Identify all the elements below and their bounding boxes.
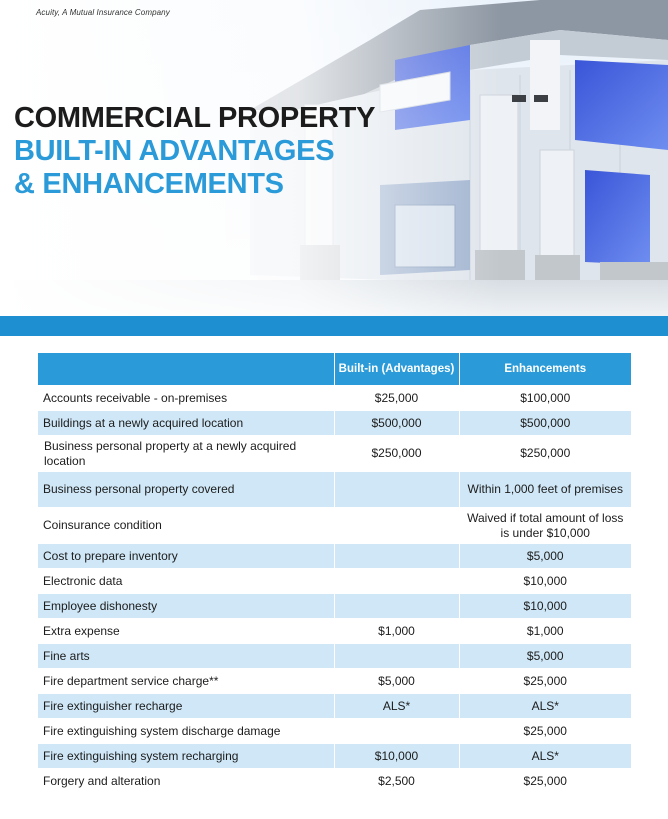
coverage-cell: Business personal property covered [38,472,334,508]
enhancement-cell: $25,000 [459,769,631,794]
enhancement-cell: Waived if total amount of loss is under $10,000 [459,508,631,544]
coverage-cell: Accounts receivable - on-premises [38,386,334,411]
title-line-1: COMMERCIAL PROPERTY [14,102,376,134]
builtin-cell: $2,500 [334,769,459,794]
builtin-cell [334,644,459,669]
table-row [38,436,631,472]
coverage-cell: Employee dishonesty [38,594,334,619]
builtin-cell [334,508,459,544]
coverage-cell: Forgery and alteration [38,769,334,794]
header-builtin: Built-in (Advantages) [334,353,459,386]
enhancement-cell: $500,000 [459,411,631,436]
table-row [38,644,631,669]
coverage-cell: Extra expense [38,619,334,644]
company-name: Acuity, A Mutual Insurance Company [36,8,170,17]
table-row [38,694,631,719]
builtin-cell [334,472,459,508]
coverage-cell: Fire extinguisher recharge [38,694,334,719]
builtin-cell [334,569,459,594]
enhancement-cell: ALS* [459,744,631,769]
page-title [14,102,375,201]
coverage-cell: Cost to prepare inventory [38,544,334,569]
header-enhancements: Enhancements [459,353,631,386]
builtin-cell: $10,000 [334,744,459,769]
builtin-cell [334,544,459,569]
hero-banner [0,0,668,316]
enhancement-cell: $250,000 [459,436,631,472]
table-row [38,508,631,544]
table-row [38,744,631,769]
table-row [38,594,631,619]
builtin-cell [334,594,459,619]
table-row [38,569,631,594]
enhancement-cell: ALS* [459,694,631,719]
coverage-cell: Fire extinguishing system recharging [38,744,334,769]
enhancement-cell: $5,000 [459,644,631,669]
coverage-cell: Fine arts [38,644,334,669]
table-row [38,769,631,794]
title-line-2: BUILT-IN ADVANTAGES [14,135,335,167]
coverage-cell: Business personal property at a newly acquired location [38,436,334,472]
table-row [38,619,631,644]
enhancement-cell: $5,000 [459,544,631,569]
accent-band [0,316,668,336]
enhancement-cell: Within 1,000 feet of premises [459,472,631,508]
table-row [38,386,631,411]
table-row [38,411,631,436]
builtin-cell [334,719,459,744]
enhancement-cell: $100,000 [459,386,631,411]
enhancement-cell: $10,000 [459,569,631,594]
builtin-cell: ALS* [334,694,459,719]
table-row [38,544,631,569]
builtin-cell: $1,000 [334,619,459,644]
enhancement-cell: $10,000 [459,594,631,619]
coverage-cell: Fire extinguishing system discharge damage [38,719,334,744]
table-row [38,472,631,508]
table-header-row [38,353,631,386]
title-line-3: & ENHANCEMENTS [14,168,284,200]
enhancement-cell: $1,000 [459,619,631,644]
builtin-cell: $5,000 [334,669,459,694]
coverage-table [38,353,631,793]
builtin-cell: $500,000 [334,411,459,436]
enhancement-cell: $25,000 [459,719,631,744]
coverage-cell: Coinsurance condition [38,508,334,544]
table-row [38,719,631,744]
builtin-cell: $250,000 [334,436,459,472]
builtin-cell: $25,000 [334,386,459,411]
coverage-cell: Buildings at a newly acquired location [38,411,334,436]
header-coverage [38,353,334,386]
table-row [38,669,631,694]
enhancement-cell: $25,000 [459,669,631,694]
coverage-cell: Electronic data [38,569,334,594]
coverage-cell: Fire department service charge** [38,669,334,694]
